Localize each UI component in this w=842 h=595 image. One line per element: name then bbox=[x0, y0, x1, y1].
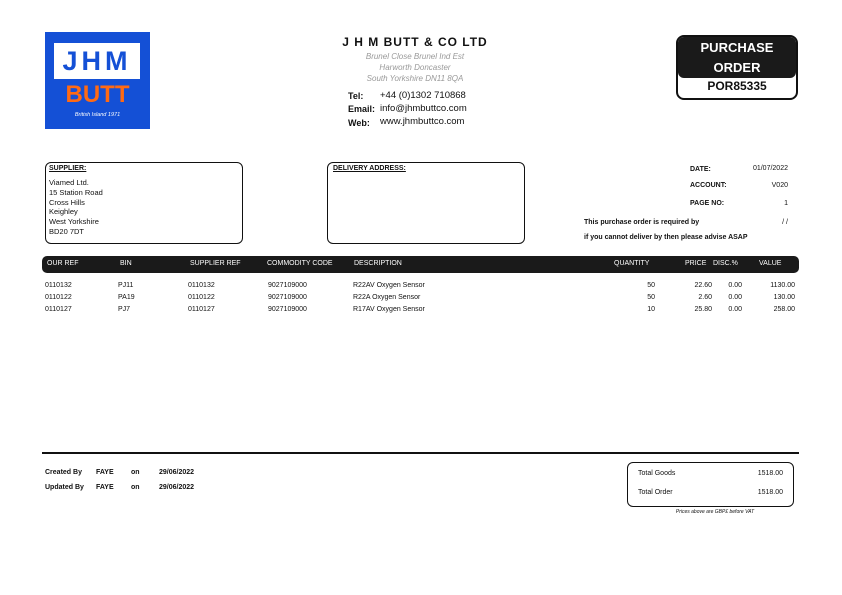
account-value: V020 bbox=[771, 182, 788, 189]
delivery-title: DELIVERY ADDRESS: bbox=[333, 165, 406, 172]
logo-jhm: JHM bbox=[54, 43, 140, 79]
created-on-value: 29/06/2022 bbox=[159, 469, 195, 476]
table-row bbox=[0, 306, 842, 318]
delivery-box bbox=[327, 162, 525, 244]
col-header-price: PRICE bbox=[685, 260, 707, 267]
date-value: 01/07/2022 bbox=[752, 165, 788, 172]
web-label: Web: bbox=[348, 118, 370, 128]
supplier-line: Viamed Ltd. bbox=[49, 178, 89, 187]
total-order-label: Total Order bbox=[638, 489, 673, 496]
table-row bbox=[0, 294, 842, 306]
supplier-box bbox=[45, 162, 243, 244]
advise-note: if you cannot deliver by then please advise ASAP bbox=[584, 234, 748, 241]
cell-value: 1130.00 bbox=[770, 282, 795, 289]
cell-quantity: 50 bbox=[647, 294, 655, 301]
cell-value: 258.00 bbox=[773, 306, 795, 313]
po-title bbox=[678, 37, 796, 78]
company-name: J H M BUTT & CO LTD bbox=[342, 35, 488, 49]
cell-price: 2.60 bbox=[698, 294, 712, 301]
tel-label: Tel: bbox=[348, 91, 364, 101]
col-header-value: VALUE bbox=[759, 260, 782, 267]
total-goods-label: Total Goods bbox=[638, 470, 676, 477]
created-on-label: on bbox=[131, 469, 140, 476]
table-header bbox=[42, 256, 799, 273]
cell-supplier-ref: 0110127 bbox=[188, 306, 215, 313]
supplier-line: BD20 7DT bbox=[49, 226, 85, 236]
po-number: POR85335 bbox=[707, 79, 767, 93]
email-value: info@jhmbuttco.com bbox=[380, 103, 467, 114]
cell-bin: PJ7 bbox=[118, 306, 131, 313]
cell-quantity: 10 bbox=[647, 306, 655, 313]
page-label: PAGE NO: bbox=[690, 200, 725, 207]
footer-divider bbox=[42, 452, 799, 454]
cell-quantity: 50 bbox=[647, 282, 655, 289]
cell-description: R22AV Oxygen Sensor bbox=[353, 282, 425, 289]
cell-our-ref: 0110122 bbox=[45, 294, 72, 301]
cell-supplier-ref: 0110132 bbox=[188, 282, 215, 289]
account-label: ACCOUNT: bbox=[690, 182, 727, 189]
cell-disc: 0.00 bbox=[728, 294, 742, 301]
total-goods-value: 1518.00 bbox=[757, 470, 783, 477]
cell-price: 22.60 bbox=[694, 282, 712, 289]
total-order-value: 1518.00 bbox=[757, 489, 783, 496]
purchase-order-box bbox=[676, 35, 798, 100]
cell-commodity-code: 9027109000 bbox=[268, 282, 307, 289]
cell-our-ref: 0110127 bbox=[45, 306, 72, 313]
company-address-line: South Yorkshire DN11 8QA bbox=[366, 74, 464, 83]
cell-disc: 0.00 bbox=[728, 282, 742, 289]
cell-commodity-code: 9027109000 bbox=[268, 306, 307, 313]
supplier-line: Keighley bbox=[49, 207, 78, 217]
cell-description: R17AV Oxygen Sensor bbox=[353, 306, 425, 313]
po-title-line: PURCHASE bbox=[700, 40, 774, 55]
cell-supplier-ref: 0110122 bbox=[188, 294, 215, 301]
company-address-line: Harworth Doncaster bbox=[379, 63, 451, 72]
supplier-line: West Yorkshire bbox=[49, 217, 99, 227]
updated-by-label: Updated By bbox=[45, 484, 84, 491]
col-header-our-ref: OUR REF bbox=[47, 260, 79, 267]
email-label: Email: bbox=[348, 104, 376, 114]
cell-bin: PA19 bbox=[118, 294, 135, 301]
col-header-quantity: QUANTITY bbox=[614, 260, 650, 267]
cell-price: 25.80 bbox=[694, 306, 712, 313]
updated-by-value: FAYE bbox=[96, 484, 114, 491]
supplier-line: 15 Station Road bbox=[49, 187, 103, 197]
supplier-address bbox=[49, 178, 103, 237]
col-header-disc: DISC.% bbox=[713, 260, 738, 267]
cell-value: 130.00 bbox=[773, 294, 795, 301]
cell-our-ref: 0110132 bbox=[45, 282, 72, 289]
web-value: www.jhmbuttco.com bbox=[380, 116, 465, 127]
date-label: DATE: bbox=[690, 166, 711, 173]
cell-bin: PJ11 bbox=[118, 282, 134, 289]
col-header-description: DESCRIPTION bbox=[354, 260, 402, 267]
required-by-label: This purchase order is required by bbox=[584, 219, 700, 226]
updated-on-label: on bbox=[131, 484, 140, 491]
vat-note: Prices above are GBP£ before VAT bbox=[675, 509, 755, 515]
supplier-line: Cross Hills bbox=[49, 197, 85, 207]
updated-on-value: 29/06/2022 bbox=[159, 484, 195, 491]
cell-disc: 0.00 bbox=[728, 306, 742, 313]
company-logo bbox=[45, 32, 150, 129]
col-header-supplier-ref: SUPPLIER REF bbox=[190, 260, 241, 267]
logo-tagline: British Island 1971 bbox=[74, 112, 121, 118]
cell-commodity-code: 9027109000 bbox=[268, 294, 307, 301]
table-row bbox=[0, 282, 842, 294]
created-by-value: FAYE bbox=[96, 469, 114, 476]
cell-description: R22A Oxygen Sensor bbox=[353, 294, 421, 301]
po-title-line: ORDER bbox=[713, 60, 761, 75]
company-address-line: Brunel Close Brunel Ind Est bbox=[365, 52, 465, 61]
col-header-commodity-code: COMMODITY CODE bbox=[267, 260, 333, 267]
supplier-title: SUPPLIER: bbox=[49, 165, 87, 172]
col-header-bin: BIN bbox=[120, 260, 132, 267]
tel-value: +44 (0)1302 710868 bbox=[380, 90, 466, 101]
required-by-date: / / bbox=[782, 219, 788, 226]
created-by-label: Created By bbox=[45, 469, 82, 476]
totals-box bbox=[627, 462, 794, 507]
logo-butt: BUTT bbox=[65, 81, 130, 108]
page-value: 1 bbox=[784, 200, 788, 207]
